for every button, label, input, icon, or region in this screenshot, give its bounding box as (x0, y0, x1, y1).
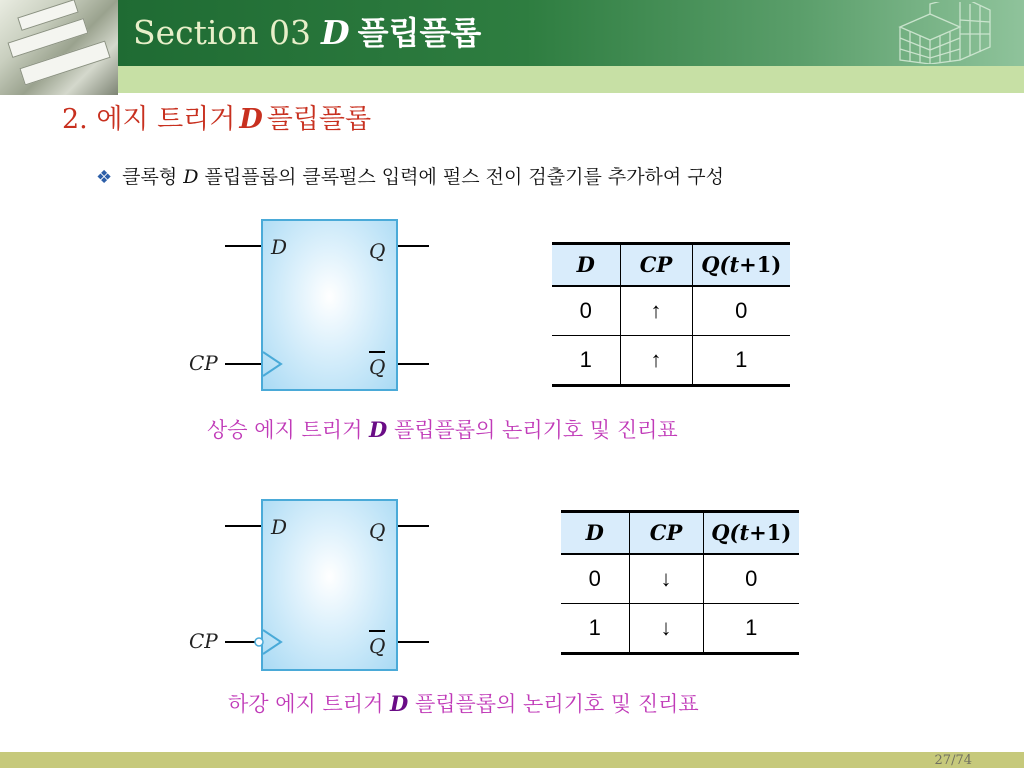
cell-d: 1 (552, 336, 620, 386)
header-stripe (118, 66, 1024, 93)
bullet-text-part1: 클록형 (122, 166, 178, 188)
table-row (561, 604, 799, 654)
table-row (552, 286, 790, 336)
cp-input-line (225, 363, 262, 365)
header-photo (0, 0, 118, 95)
table-header-row (552, 244, 790, 286)
table-row (561, 554, 799, 604)
cp-input-line (225, 641, 255, 643)
falling-edge-flipflop-symbol (185, 495, 435, 675)
cp-pin-label: CP (189, 629, 218, 653)
qbar-output-line (397, 363, 429, 365)
cell-q: 0 (692, 286, 790, 336)
section-topic-title: 플립플롭 (357, 14, 482, 52)
cube-decoration-icon (890, 2, 1010, 64)
caption-letter: D (369, 417, 388, 442)
section-label: Section 03 (133, 13, 312, 52)
header-cp: CP (620, 244, 692, 286)
table-header-row (561, 512, 799, 554)
table-row (552, 336, 790, 386)
falling-caption (228, 688, 699, 718)
page-number: 27/74 (934, 753, 972, 768)
caption-prefix: 하강 에지 트리거 (228, 692, 384, 716)
qbar-output-line (397, 641, 429, 643)
cell-cp-arrow: ↓ (629, 604, 703, 654)
subtitle-prefix: 2. 에지 트리거 (62, 104, 236, 135)
bullet-text-part2: 플립플롭의 클록펄스 입력에 펄스 전이 검출기를 추가하여 구성 (204, 166, 725, 188)
qbar-pin-label: Q (369, 355, 386, 379)
header-q: Q(t+1) (703, 512, 799, 554)
subtitle-letter: D (239, 104, 263, 135)
cell-q: 1 (692, 336, 790, 386)
d-input-line (225, 245, 262, 247)
qbar-overline (369, 630, 385, 632)
header-q: Q(t+1) (692, 244, 790, 286)
cell-d: 0 (552, 286, 620, 336)
bullet-point (96, 163, 724, 192)
rising-truth-table (552, 242, 790, 387)
negated-clock-triangle-icon (253, 627, 285, 657)
q-pin-label: Q (369, 239, 386, 263)
qbar-overline (369, 351, 385, 353)
clock-triangle-icon (261, 349, 285, 379)
falling-truth-table (561, 510, 799, 655)
cell-d: 1 (561, 604, 629, 654)
caption-suffix: 플립플롭의 논리기호 및 진리표 (393, 418, 678, 442)
d-pin-label: D (271, 235, 288, 259)
cell-q: 0 (703, 554, 799, 604)
q-output-line (397, 525, 429, 527)
cell-cp-arrow: ↑ (620, 286, 692, 336)
slide-subtitle (62, 100, 371, 140)
bullet-letter: D (183, 166, 199, 188)
rising-edge-flipflop-symbol (185, 215, 435, 395)
header-d: D (561, 512, 629, 554)
subtitle-suffix: 플립플롭 (266, 104, 372, 135)
cell-cp-arrow: ↑ (620, 336, 692, 386)
caption-suffix: 플립플롭의 논리기호 및 진리표 (414, 692, 699, 716)
section-topic-letter: D (321, 13, 350, 52)
diamond-bullet-icon: ❖ (96, 167, 113, 188)
header-cp: CP (629, 512, 703, 554)
cp-pin-label: CP (189, 351, 218, 375)
q-output-line (397, 245, 429, 247)
footer-bar (0, 752, 1024, 768)
d-pin-label: D (271, 515, 288, 539)
q-pin-label: Q (369, 519, 386, 543)
caption-prefix: 상승 에지 트리거 (207, 418, 363, 442)
cell-d: 0 (561, 554, 629, 604)
cell-cp-arrow: ↓ (629, 554, 703, 604)
qbar-pin-label: Q (369, 634, 386, 658)
header-d: D (552, 244, 620, 286)
d-input-line (225, 525, 262, 527)
cell-q: 1 (703, 604, 799, 654)
rising-caption (207, 414, 678, 444)
caption-letter: D (390, 691, 409, 716)
header (0, 0, 1024, 95)
section-title (133, 8, 481, 58)
